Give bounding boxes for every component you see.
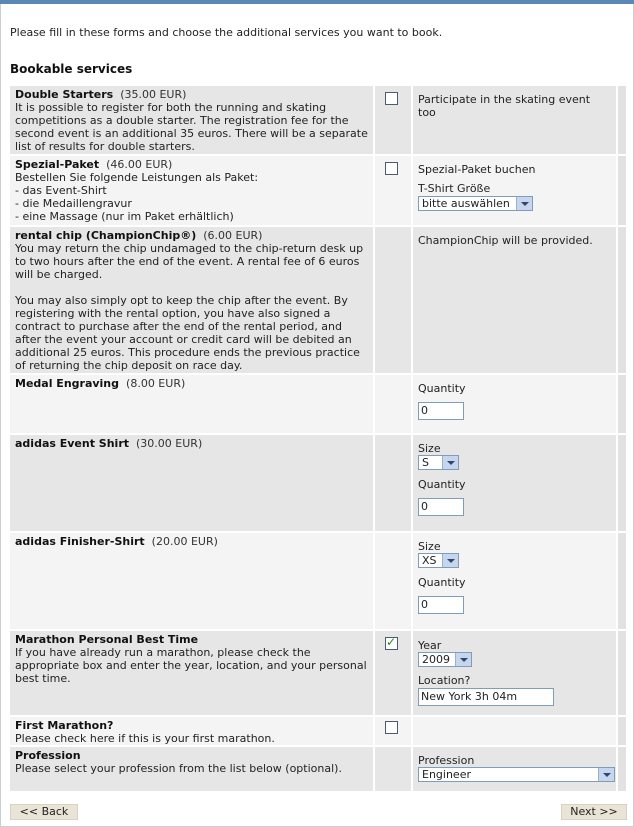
service-title: Marathon Personal Best Time	[15, 633, 199, 646]
service-title: Double Starters	[15, 88, 114, 101]
service-description: It is possible to register for both the running and skating competitions as a double starter. The registration fee for the second event is an additional 35 euros. There will be a separate list of results for double starters.	[15, 101, 368, 153]
service-title: Medal Engraving	[15, 377, 120, 390]
location-label: Location?	[418, 674, 471, 687]
service-row-rental-chip	[10, 227, 626, 373]
quantity-label: Quantity	[418, 576, 466, 589]
service-title: adidas Finisher-Shirt	[15, 535, 145, 548]
service-description-line: - die Medaillengravur	[15, 197, 132, 210]
service-row-finisher-shirt	[10, 533, 626, 629]
location-input[interactable]: New York 3h 04m	[418, 688, 554, 706]
back-button[interactable]: << Back	[10, 804, 78, 820]
size-label: Size	[418, 540, 441, 553]
double-starters-checkbox[interactable]	[385, 92, 398, 105]
spezial-paket-checkbox[interactable]	[385, 162, 398, 175]
tshirt-size-value: bitte auswählen	[422, 197, 510, 210]
finisher-shirt-quantity-input[interactable]: 0	[418, 596, 464, 614]
service-price: (35.00 EUR)	[120, 88, 187, 101]
first-marathon-checkbox[interactable]	[385, 721, 398, 734]
service-title: adidas Event Shirt	[15, 437, 130, 450]
double-starters-option-label: Participate in the skating event too	[418, 93, 591, 119]
service-title: rental chip (ChampionChip®)	[15, 229, 197, 242]
chip-info-text: ChampionChip will be provided.	[418, 234, 593, 247]
service-row-event-shirt	[10, 435, 626, 531]
finisher-shirt-size-value: XS	[422, 554, 437, 567]
service-title: Spezial-Paket	[15, 158, 100, 171]
service-description: Please check here if this is your first marathon.	[15, 732, 275, 745]
size-label: Size	[418, 442, 441, 455]
service-title: Profession	[15, 749, 81, 762]
service-price: (6.00 EUR)	[203, 229, 263, 242]
chevron-down-icon	[442, 456, 458, 469]
service-description: You may return the chip undamaged to the chip-return desk up to two hours after the end of the event. A rental fee of 6 euros will be charged.	[15, 242, 364, 281]
spezial-paket-option-label: Spezial-Paket buchen	[418, 163, 536, 176]
tshirt-size-select[interactable]	[418, 196, 533, 211]
service-description: If you have already run a marathon, please check the appropriate box and enter the year, location, and your personal best time.	[15, 646, 367, 685]
quantity-label: Quantity	[418, 382, 466, 395]
medal-engraving-quantity-input[interactable]: 0	[418, 402, 464, 420]
finisher-shirt-size-select[interactable]	[418, 553, 459, 568]
service-row-first-marathon	[10, 717, 626, 745]
intro-text: Please fill in these forms and choose the additional services you want to book.	[10, 26, 443, 39]
event-shirt-quantity-input[interactable]: 0	[418, 498, 464, 516]
top-accent-bar	[0, 0, 634, 4]
service-description: You may also simply opt to keep the chip after the event. By registering with the rental option, you have also signed a contract to purchase after the end of the rental period, and after the event your account or credit card will be debited an additional 25 euros. This procedure ends the previous practice of returning the chip deposit on race day.	[15, 294, 360, 372]
profession-value: Engineer	[422, 768, 471, 781]
service-row-double-starters	[10, 86, 626, 154]
service-price: (20.00 EUR)	[151, 535, 218, 548]
service-description-line: - eine Massage (nur im Paket erhältlich)	[15, 210, 234, 223]
service-row-personal-best	[10, 631, 626, 715]
personal-best-checkbox[interactable]	[385, 637, 398, 650]
chevron-down-icon	[455, 653, 471, 666]
service-description-line: - das Event-Shirt	[15, 184, 107, 197]
quantity-label: Quantity	[418, 478, 466, 491]
tshirt-size-label: T-Shirt Größe	[418, 182, 491, 195]
chevron-down-icon	[516, 197, 532, 210]
service-price: (8.00 EUR)	[126, 377, 186, 390]
chevron-down-icon	[598, 768, 614, 781]
service-row-medal-engraving	[10, 375, 626, 433]
service-description-line: Bestellen Sie folgende Leistungen als Paket:	[15, 171, 259, 184]
chevron-down-icon	[442, 554, 458, 567]
service-price: (46.00 EUR)	[106, 158, 173, 171]
next-button[interactable]: Next >>	[561, 804, 627, 820]
service-row-spezial-paket	[10, 156, 626, 225]
service-row-profession	[10, 747, 626, 791]
service-price: (30.00 EUR)	[136, 437, 203, 450]
section-title: Bookable services	[10, 62, 133, 76]
year-label: Year	[418, 639, 442, 652]
year-select[interactable]	[418, 652, 472, 667]
service-description: Please select your profession from the list below (optional).	[15, 762, 342, 775]
profession-label: Profession	[418, 754, 475, 767]
event-shirt-size-value: S	[422, 456, 429, 469]
year-value: 2009	[422, 653, 450, 666]
event-shirt-size-select[interactable]	[418, 455, 459, 470]
profession-select[interactable]	[418, 767, 615, 782]
service-title: First Marathon?	[15, 719, 114, 732]
